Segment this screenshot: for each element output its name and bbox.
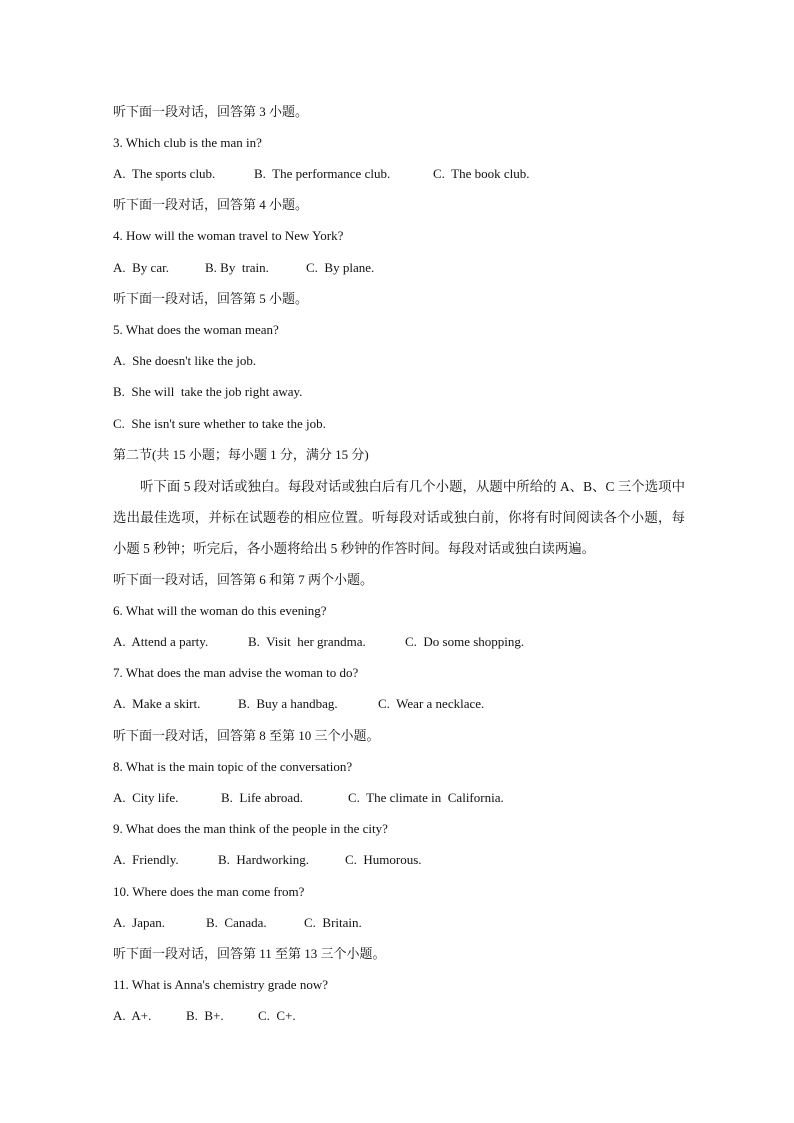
section-heading-q11-13: 听下面一段对话，回答第 11 至第 13 三个小题。 (113, 946, 386, 961)
option-4a: A. By car. (113, 260, 169, 275)
question-5: 5. What does the woman mean? (113, 322, 279, 337)
question-9: 9. What does the man think of the people in the city? (113, 821, 388, 836)
question-8: 8. What is the main topic of the conversation? (113, 759, 353, 774)
options-q11 (113, 1008, 296, 1088)
section-heading-q5: 听下面一段对话，回答第 5 小题。 (113, 291, 309, 306)
section-heading-q6-7: 听下面一段对话，回答第 6 和第 7 两个小题。 (113, 572, 374, 587)
option-7c: C. Wear a necklace. (378, 696, 485, 711)
option-11c: C. C+. (258, 1008, 296, 1023)
option-6b: B. Visit her grandma. (248, 634, 366, 649)
section-two-heading: 第二节(共 15 小题；每小题 1 分，满分 15 分) (113, 447, 369, 462)
option-7b: B. Buy a handbag. (238, 696, 338, 711)
option-11a: A. A+. (113, 1008, 152, 1023)
option-5b: B. She will take the job right away. (113, 384, 303, 399)
option-3a: A. The sports club. (113, 166, 216, 181)
option-7a: A. Make a skirt. (113, 696, 201, 711)
question-11: 11. What is Anna's chemistry grade now? (113, 977, 328, 992)
question-10: 10. Where does the man come from? (113, 884, 305, 899)
section-heading-q3: 听下面一段对话，回答第 3 小题。 (113, 104, 309, 119)
option-9c: C. Humorous. (345, 852, 422, 867)
option-6a: A. Attend a party. (113, 634, 209, 649)
option-11b: B. B+. (186, 1008, 224, 1023)
question-4: 4. How will the woman travel to New York? (113, 228, 344, 243)
option-10c: C. Britain. (304, 915, 362, 930)
option-3c: C. The book club. (433, 166, 530, 181)
option-3b: B. The performance club. (254, 166, 391, 181)
question-7: 7. What does the man advise the woman to do? (113, 665, 359, 680)
option-9a: A. Friendly. (113, 852, 179, 867)
section-heading-q8-10: 听下面一段对话，回答第 8 至第 10 三个小题。 (113, 728, 380, 743)
question-3: 3. Which club is the man in? (113, 135, 262, 150)
section-heading-q4: 听下面一段对话，回答第 4 小题。 (113, 197, 309, 212)
option-10a: A. Japan. (113, 915, 165, 930)
section-two-instructions: 听下面 5 段对话或独白。每段对话或独白后有几个小题，从题中所给的 A、B、C 三个选项中选出最佳选项，并标在试题卷的相应位置。听每段对话或独白前，你将有时间阅读各个小题，每小题 5 秒钟；听完后，各小题将给出 5 秒钟的作答时间。每段对话或独白读两遍。 (113, 479, 685, 556)
option-10b: B. Canada. (206, 915, 267, 930)
option-8c: C. The climate in California. (348, 790, 504, 805)
option-4b: B. By train. (205, 260, 269, 275)
option-8a: A. City life. (113, 790, 179, 805)
option-5c: C. She isn't sure whether to take the job. (113, 416, 326, 431)
question-6: 6. What will the woman do this evening? (113, 603, 327, 618)
option-5a: A. She doesn't like the job. (113, 353, 257, 368)
option-9b: B. Hardworking. (218, 852, 309, 867)
option-4c: C. By plane. (306, 260, 375, 275)
option-6c: C. Do some shopping. (405, 634, 525, 649)
option-8b: B. Life abroad. (221, 790, 303, 805)
